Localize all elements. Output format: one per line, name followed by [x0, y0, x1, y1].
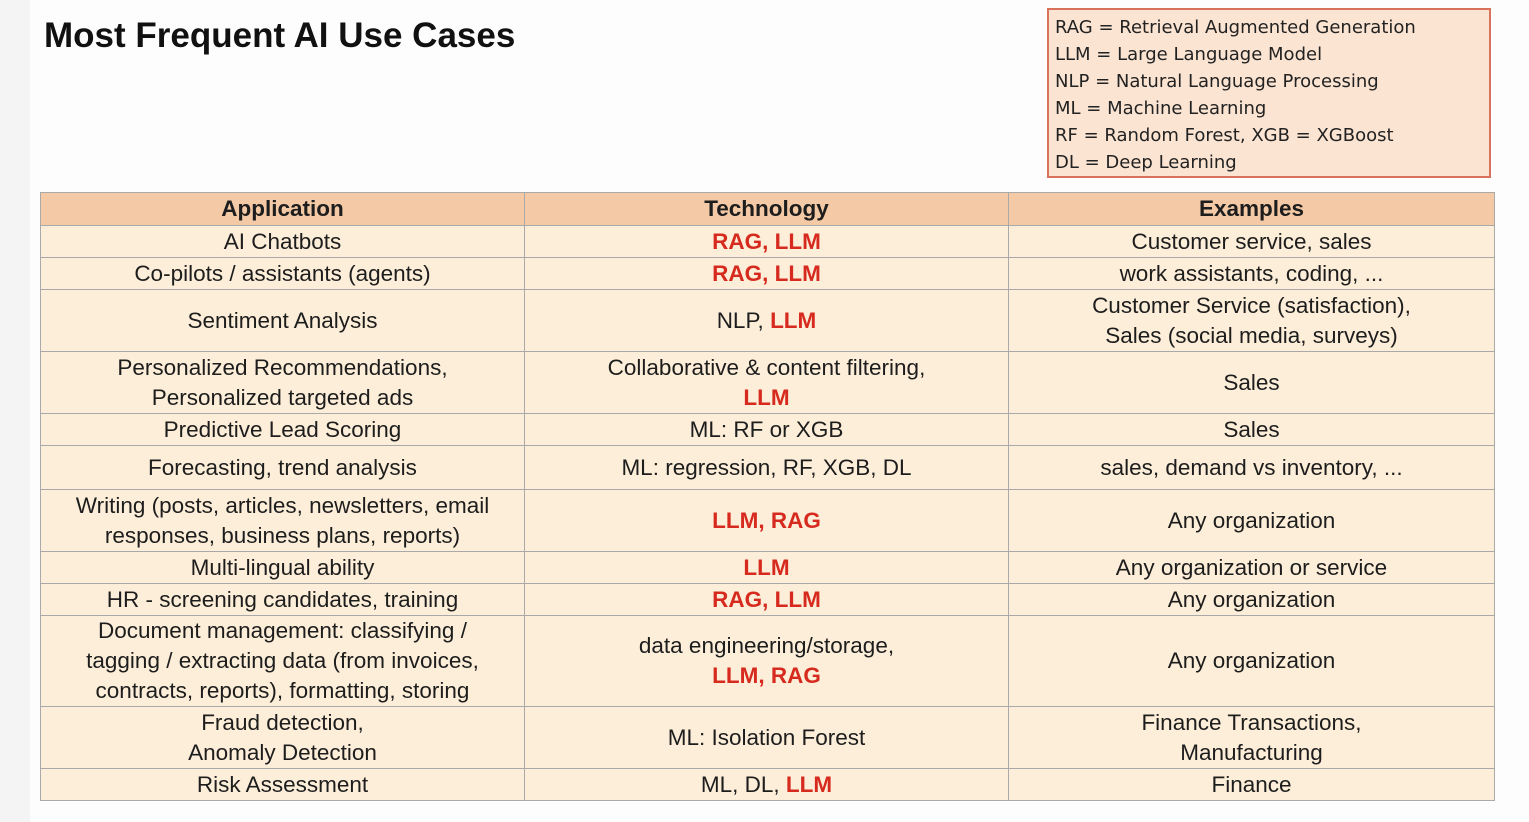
technology-line: [533, 453, 1000, 483]
application-cell: [41, 446, 525, 490]
table-header-row: [41, 193, 1495, 226]
technology-line: [533, 661, 1000, 691]
technology-highlight: RAG, LLM: [712, 260, 821, 286]
technology-highlight: RAG, LLM: [712, 586, 821, 612]
application-text: AI Chatbots: [223, 228, 342, 254]
examples-text: Any organization: [1167, 586, 1336, 612]
technology-cell: [525, 352, 1009, 414]
table-row: [41, 446, 1495, 490]
legend-item: RF = Random Forest, XGB = XGBoost: [1055, 125, 1394, 146]
technology-text: ML, DL,: [700, 771, 786, 797]
application-cell: [41, 258, 525, 290]
technology-line: [533, 306, 1000, 336]
column-header-technology: Technology: [525, 193, 1009, 226]
column-header-examples: Examples: [1009, 193, 1495, 226]
examples-cell: [1009, 584, 1495, 616]
legend-item: NLP = Natural Language Processing: [1055, 71, 1379, 92]
table-row: [41, 226, 1495, 258]
technology-highlight: LLM: [743, 384, 790, 410]
technology-cell: [525, 552, 1009, 584]
application-text: Risk Assessment: [196, 771, 369, 797]
technology-line: [533, 353, 1000, 383]
application-text: contracts, reports), formatting, storing: [95, 678, 470, 703]
technology-text: ML: RF or XGB: [689, 416, 844, 442]
examples-text: Manufacturing: [1180, 739, 1323, 765]
technology-line: [533, 259, 1000, 289]
technology-line: [533, 227, 1000, 257]
column-header-application: Application: [41, 193, 525, 226]
technology-highlight: LLM, RAG: [712, 663, 821, 688]
slide-title: Most Frequent AI Use Cases: [44, 16, 516, 55]
application-text: Anomaly Detection: [188, 739, 377, 765]
application-cell: [41, 552, 525, 584]
application-text: Document management: classifying /: [98, 618, 467, 643]
technology-line: [533, 770, 1000, 800]
application-text: Sentiment Analysis: [187, 307, 378, 333]
table-row: [41, 490, 1495, 552]
examples-cell: [1009, 552, 1495, 584]
abbreviation-legend: [1047, 8, 1491, 178]
technology-cell: [525, 226, 1009, 258]
examples-cell: [1009, 490, 1495, 552]
application-text: Predictive Lead Scoring: [163, 416, 402, 442]
examples-cell: [1009, 414, 1495, 446]
technology-highlight: RAG, LLM: [712, 228, 821, 254]
application-cell: [41, 616, 525, 707]
examples-cell: [1009, 352, 1495, 414]
application-text: Personalized targeted ads: [151, 384, 414, 410]
table-row: [41, 290, 1495, 352]
technology-text: data engineering/storage,: [638, 633, 895, 658]
application-text: HR - screening candidates, training: [106, 586, 459, 612]
application-cell: [41, 226, 525, 258]
legend-item: LLM = Large Language Model: [1055, 44, 1323, 65]
table-row: [41, 414, 1495, 446]
table-row: [41, 352, 1495, 414]
use-cases-table: [40, 192, 1495, 801]
technology-highlight: LLM: [770, 307, 817, 333]
application-cell: [41, 707, 525, 769]
table-row: [41, 769, 1495, 801]
examples-cell: [1009, 226, 1495, 258]
examples-text: Sales (social media, surveys): [1105, 322, 1398, 348]
examples-text: Any organization: [1167, 648, 1336, 673]
examples-cell: [1009, 707, 1495, 769]
technology-line: [533, 383, 1000, 413]
examples-text: Customer Service (satisfaction),: [1092, 292, 1411, 318]
technology-cell: [525, 707, 1009, 769]
slide-left-edge: [0, 0, 30, 822]
examples-text: Any organization or service: [1115, 554, 1388, 580]
legend-item: DL = Deep Learning: [1055, 152, 1237, 173]
application-text: responses, business plans, reports): [104, 522, 461, 548]
application-text: tagging / extracting data (from invoices,: [86, 648, 479, 673]
examples-cell: [1009, 290, 1495, 352]
technology-line: [533, 631, 1000, 661]
table-row: [41, 584, 1495, 616]
examples-cell: [1009, 769, 1495, 801]
application-cell: [41, 414, 525, 446]
technology-line: [533, 506, 1000, 536]
technology-highlight: LLM: [743, 554, 790, 580]
application-text: Multi-lingual ability: [190, 554, 375, 580]
table-row: [41, 552, 1495, 584]
application-text: Forecasting, trend analysis: [148, 454, 417, 480]
table-row: [41, 707, 1495, 769]
technology-cell: [525, 258, 1009, 290]
examples-cell: [1009, 258, 1495, 290]
examples-text: work assistants, coding, ...: [1119, 260, 1384, 286]
technology-highlight: LLM: [785, 771, 833, 797]
legend-item: RAG = Retrieval Augmented Generation: [1055, 17, 1416, 38]
examples-cell: [1009, 446, 1495, 490]
application-cell: [41, 769, 525, 801]
technology-line: [533, 553, 1000, 583]
technology-cell: [525, 490, 1009, 552]
technology-cell: [525, 290, 1009, 352]
legend-item: ML = Machine Learning: [1055, 98, 1267, 119]
technology-line: [533, 415, 1000, 445]
technology-cell: [525, 584, 1009, 616]
table-row: [41, 616, 1495, 707]
examples-text: Any organization: [1167, 507, 1336, 533]
examples-text: Finance: [1211, 771, 1292, 797]
examples-text: Finance Transactions,: [1141, 709, 1362, 735]
application-text: Co-pilots / assistants (agents): [134, 260, 431, 286]
technology-line: [533, 723, 1000, 753]
technology-cell: [525, 414, 1009, 446]
examples-text: Sales: [1223, 369, 1280, 395]
application-cell: [41, 290, 525, 352]
examples-text: sales, demand vs inventory, ...: [1100, 454, 1403, 480]
technology-text: ML: Isolation Forest: [667, 724, 866, 750]
technology-cell: [525, 616, 1009, 707]
examples-cell: [1009, 616, 1495, 707]
technology-text: NLP,: [716, 307, 771, 333]
application-text: Writing (posts, articles, newsletters, email: [75, 492, 490, 518]
examples-text: Customer service, sales: [1131, 228, 1372, 254]
table-row: [41, 258, 1495, 290]
technology-cell: [525, 769, 1009, 801]
technology-text: Collaborative & content filtering,: [607, 354, 926, 380]
technology-text: ML: regression, RF, XGB, DL: [621, 454, 912, 480]
application-text: Fraud detection,: [201, 709, 364, 735]
technology-cell: [525, 446, 1009, 490]
technology-line: [533, 585, 1000, 615]
examples-text: Sales: [1223, 416, 1280, 442]
application-cell: [41, 490, 525, 552]
application-cell: [41, 584, 525, 616]
application-cell: [41, 352, 525, 414]
application-text: Personalized Recommendations,: [117, 354, 448, 380]
technology-highlight: LLM, RAG: [712, 507, 821, 533]
